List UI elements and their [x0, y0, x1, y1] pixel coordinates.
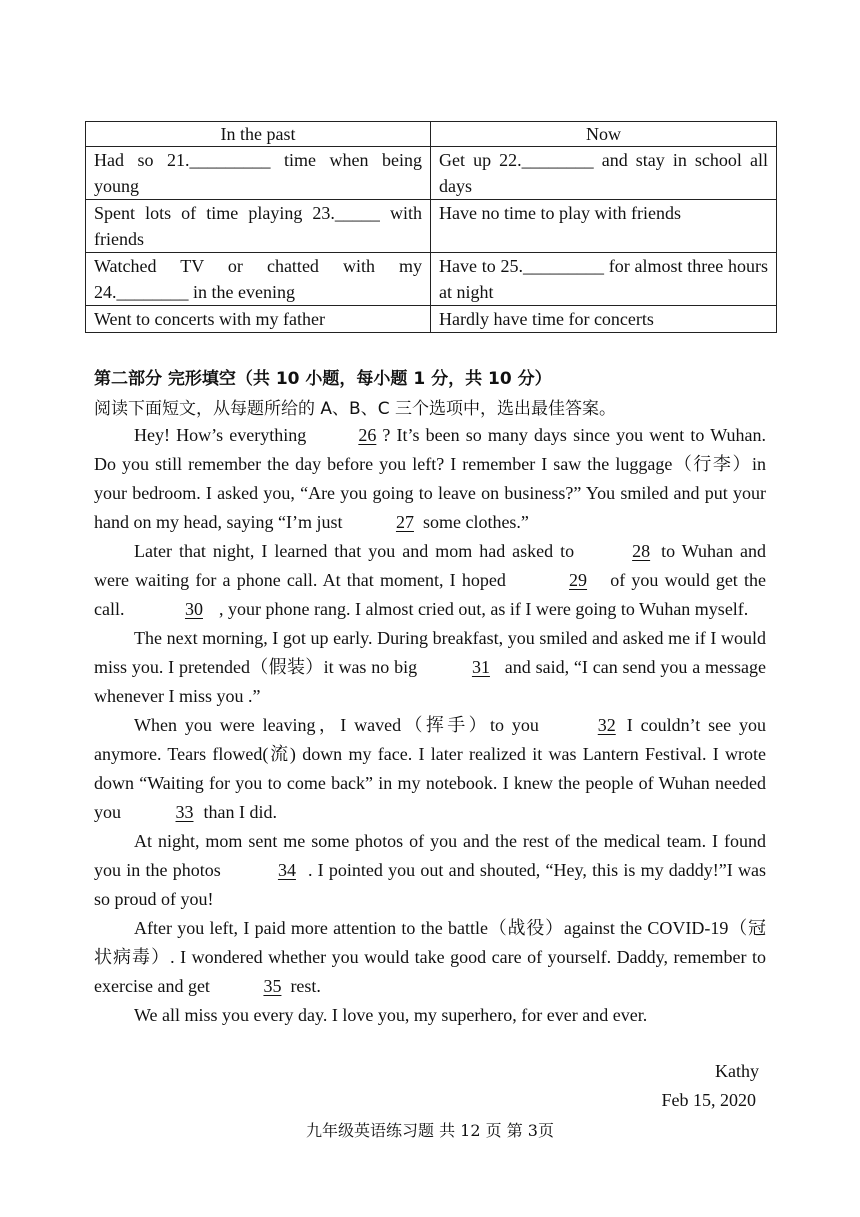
passage-text: rest. [290, 976, 321, 996]
table-cell: Have to 25._________ for almost three hours at night [431, 253, 777, 306]
table-row [86, 306, 777, 333]
table-row [86, 200, 777, 253]
header-past: In the past [86, 122, 431, 147]
blank-27: 27 [395, 512, 414, 532]
blank-35: 35 [263, 976, 282, 996]
signature-name: Kathy [715, 1061, 759, 1081]
signature-date: Feb 15, 2020 [661, 1090, 756, 1110]
header-now: Now [431, 122, 777, 147]
section-title: 第二部分 完形填空（共 10 小题，每小题 1 分，共 10 分） [94, 369, 552, 389]
passage-text: When you were leaving，I waved（挥手）to you [134, 715, 547, 735]
paragraph-1 [94, 421, 766, 537]
paragraph-5 [94, 827, 766, 914]
comparison-table [85, 121, 777, 333]
table-cell: Had so 21._________ time when being young [86, 147, 431, 200]
table-row [86, 253, 777, 306]
paragraph-7: We all miss you every day. I love you, my superhero, for ever and ever. [134, 1005, 648, 1025]
paragraph-4 [94, 711, 766, 827]
blank-28: 28 [632, 541, 651, 561]
passage-text: At night, mom sent me some photos of you and the rest of the medical team. I found you in the photos [94, 831, 766, 880]
blank-33: 33 [175, 802, 194, 822]
table-header-row [86, 122, 777, 147]
passage-text: I couldn’t see you anymore. Tears flowed(流) down my face. I later realized it was Lantern Festival. I wrote down “Waiting for you to come back” in my notebook. I knew the people of Wuhan needed you [94, 715, 767, 822]
blank-31: 31 [471, 657, 490, 677]
blank-34: 34 [277, 860, 296, 880]
passage-text: After you left, I paid more attention to the battle（战役）against the COVID-19（冠状病毒）. I wondered whether you would take good care of yourself. Daddy, remember to exercise and get [94, 918, 766, 996]
paragraph-3 [94, 624, 766, 711]
passage-text: some clothes.” [422, 512, 529, 532]
table-row [86, 147, 777, 200]
passage-text: , your phone rang. I almost cried out, as if I were going to Wuhan myself. [218, 599, 749, 619]
blank-32: 32 [597, 715, 616, 735]
section-instruction: 阅读下面短文，从每题所给的 A、B、C 三个选项中，选出最佳答案。 [94, 399, 616, 419]
passage-text: and said, “I can send you a message whenever I miss you .” [94, 657, 766, 706]
passage-text: of you would get the call. [94, 570, 766, 619]
table-cell: Get up 22.________ and stay in school all days [431, 147, 777, 200]
blank-29: 29 [569, 570, 588, 590]
cloze-passage [94, 421, 766, 1030]
paragraph-2 [94, 537, 766, 624]
passage-text: ? It’s been so many days since you went to Wuhan. Do you still remember the day before you left? I remember I saw the luggage（行李）in your bedroom. I asked you, “Are you going to leave on business?” You smiled and put your hand on my head, saying “I’m just [94, 425, 766, 532]
paragraph-6 [94, 914, 766, 1001]
table-cell: Spent lots of time playing 23._____ with friends [86, 200, 431, 253]
blank-26: 26 [358, 425, 377, 445]
passage-text: Later that night, I learned that you and mom had asked to [134, 541, 582, 561]
table-cell: Watched TV or chatted with my 24.________ in the evening [86, 253, 431, 306]
passage-text: . I pointed you out and shouted, “Hey, this is my daddy!”I was so proud of you! [94, 860, 766, 909]
table-cell: Went to concerts with my father [86, 306, 431, 333]
passage-text: than I did. [203, 802, 277, 822]
table-cell: Hardly have time for concerts [431, 306, 777, 333]
passage-text: The next morning, I got up early. During breakfast, you smiled and asked me if I would miss you. I pretended（假装）it was no big [94, 628, 766, 677]
table-cell: Have no time to play with friends [431, 200, 777, 253]
blank-30: 30 [184, 599, 203, 619]
page-footer: 九年级英语练习题 共 12 页 第 3页 [306, 1121, 554, 1140]
passage-text: Hey! How’s everything [134, 425, 313, 445]
passage-text: to Wuhan and were waiting for a phone call. At that moment, I hoped [94, 541, 766, 590]
